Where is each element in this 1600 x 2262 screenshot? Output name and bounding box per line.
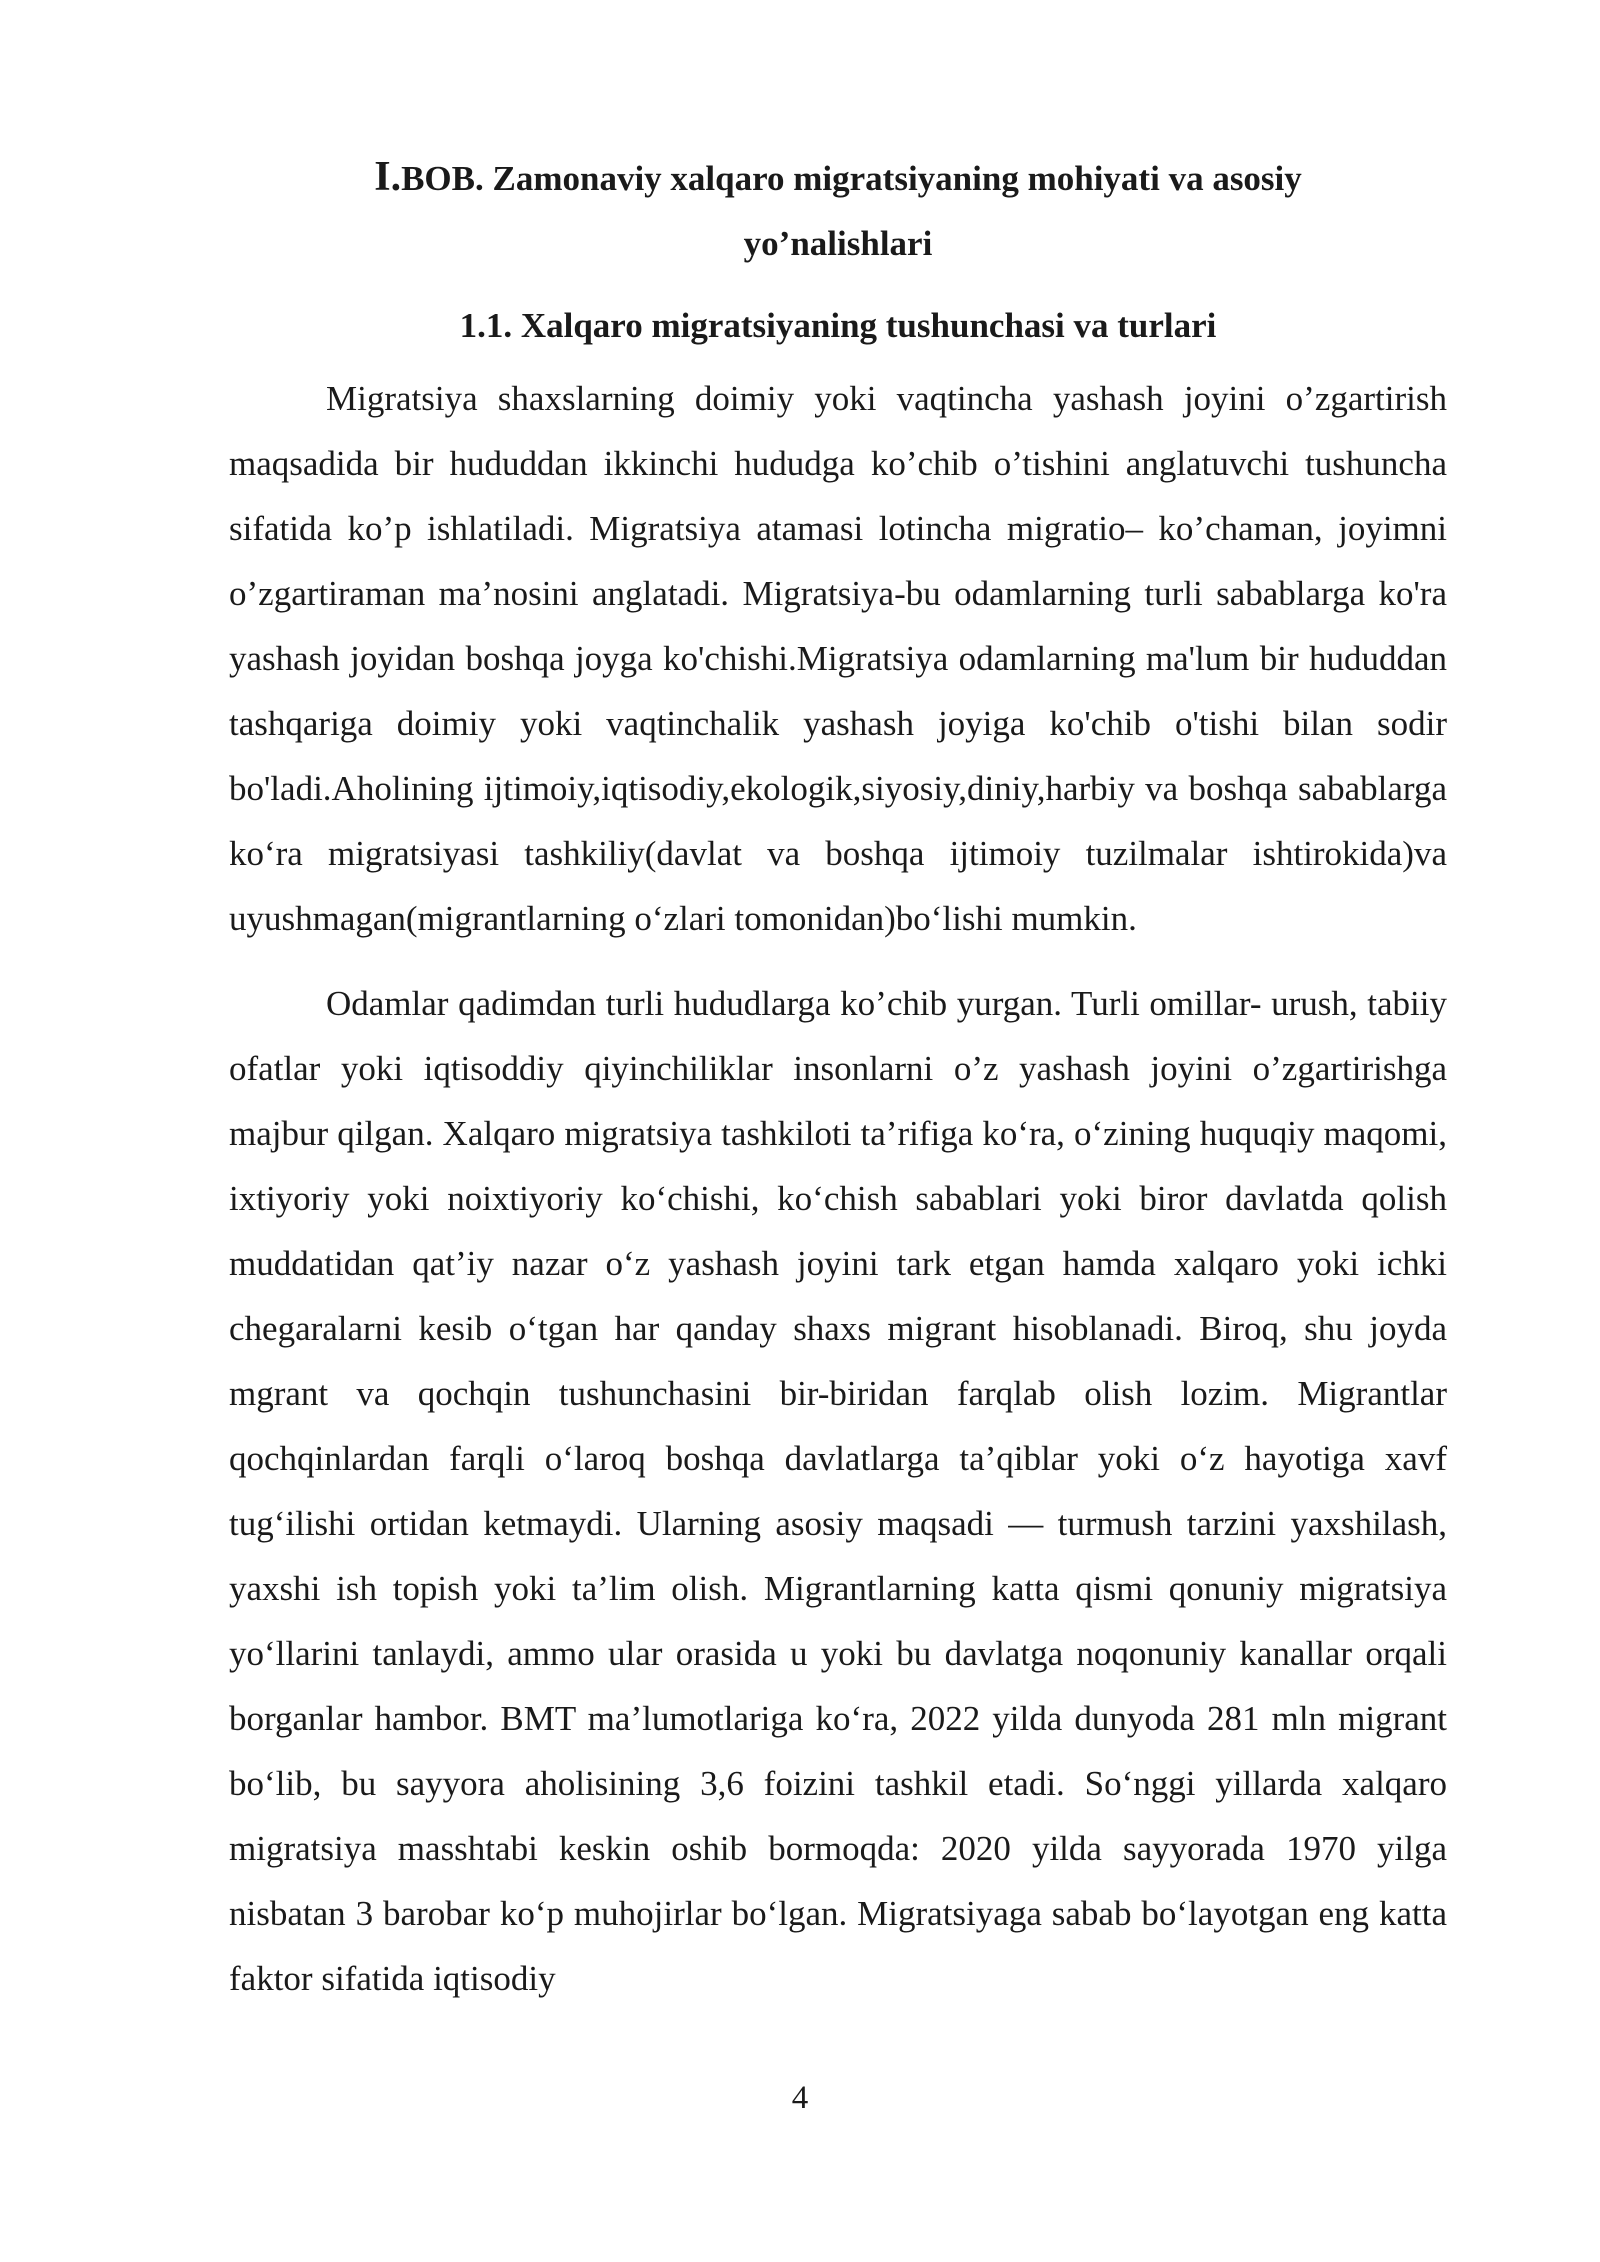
paragraph-1: Migratsiya shaxslarning doimiy yoki vaqtincha yashash joyini o’zgartirish maqsadida bir hududdan ikkinchi hududga ko’chib o’tishini anglatuvchi tushuncha sifatida ko’p ishlatiladi. Migratsiya atamasi lotincha migratio– ko’chaman, joyimni o’zgartiraman ma’nosini anglatadi. Migratsiya-bu odamlarning turli sabablarga ko'ra yashash joyidan boshqa joyga ko'chishi.Migratsiya odamlarning ma'lum bir hududdan tashqariga doimiy yoki vaqtinchalik yashash joyiga ko'chib o'tishi bilan sodir bo'ladi.Aholining ijtimoiy,iqtisodiy,ekologik,siyosiy,diniy,harbiy va boshqa sabablarga ko‘ra migratsiyasi tashkiliy(davlat va boshqa ijtimoiy tuzilmalar ishtirokida)va uyushmagan(migrantlarning o‘zlari tomonidan)bo‘lishi mumkin.	[229, 379, 1447, 938]
page-number: 4	[791, 2080, 809, 2116]
section-title: 1.1. Xalqaro migratsiyaning tushunchasi va turlari	[459, 306, 1217, 345]
paragraph-2: Odamlar qadimdan turli hududlarga ko’chib yurgan. Turli omillar- urush, tabiiy ofatlar yoki iqtisoddiy qiyinchiliklar insonlarni o’z yashash joyini o’zgartirishga majbur qilgan. Xalqaro migratsiya tashkiloti ta’rifiga ko‘ra, o‘zining huquqiy maqomi, ixtiyoriy yoki noixtiyoriy ko‘chishi, ko‘chish sabablari yoki biror davlatda qolish muddatidan qat’iy nazar o‘z yashash joyini tark etgan hamda xalqaro yoki ichki chegaralarni kesib o‘tgan har qanday shaxs migrant hisoblanadi. Biroq, shu joyda mgrant va qochqin tushunchasini bir-biridan farqlab olish lozim. Migrantlar qochqinlardan farqli o‘laroq boshqa davlatlarga ta’qiblar yoki o‘z hayotiga xavf tug‘ilishi ortidan ketmaydi. Ularning asosiy maqsadi — turmush tarzini yaxshilash, yaxshi ish topish yoki ta’lim olish. Migrantlarning katta qismi qonuniy migratsiya yo‘llarini tanlaydi, ammo ular orasida u yoki bu davlatga noqonuniy kanallar orqali borganlar hambor. BMT ma’lumotlariga ko‘ra, 2022 yilda dunyoda 281 mln migrant bo‘lib, bu sayyora aholisining 3,6 foizini tashkil etadi. So‘nggi yillarda xalqaro migratsiya masshtabi keskin oshib bormoqda: 2020 yilda sayyorada 1970 yilga nisbatan 3 barobar ko‘p muhojirlar bo‘lgan. Migratsiyaga sabab bo‘layotgan eng katta faktor sifatida iqtisodiy	[229, 984, 1447, 1998]
chapter-roman-numeral: I.	[374, 154, 402, 200]
chapter-title	[229, 145, 1447, 276]
page-content	[229, 145, 1447, 2011]
chapter-title-text: BOB. Zamonaviy xalqaro migratsiyaning mohiyati va asosiy yo’nalishlari	[401, 159, 1302, 263]
